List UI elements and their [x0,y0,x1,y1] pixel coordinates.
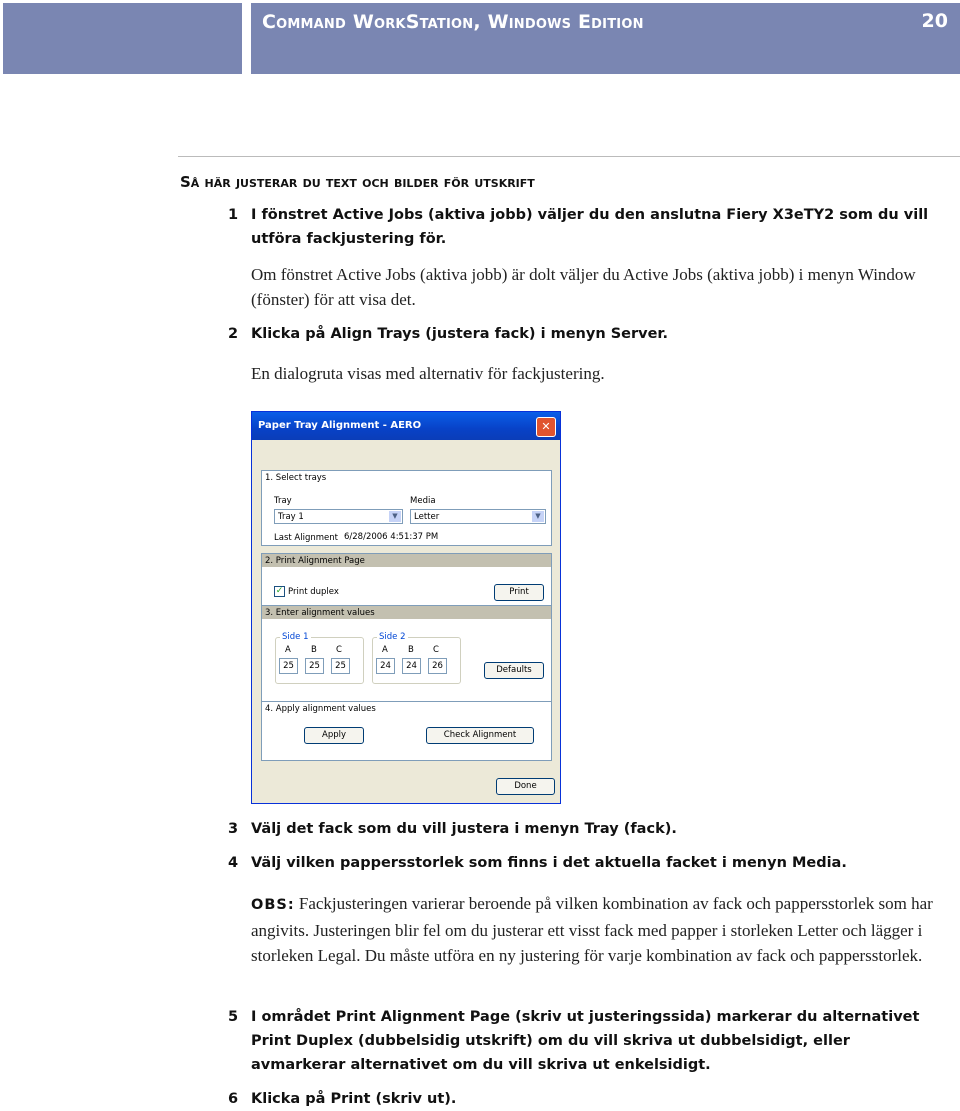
step-4 [228,851,948,875]
tray-select[interactable] [274,509,403,524]
defaults-button[interactable]: Defaults [484,662,544,679]
header-title: Command WorkStation, Windows Edition [262,11,644,33]
paragraph-hidden-window: Om fönstret Active Jobs (aktiva jobb) är dolt väljer du Active Jobs (aktiva jobb) i menyn Window (fönster) för att visa det. [251,265,916,309]
step-5 [228,1005,948,1077]
step-number: 6 [228,1091,239,1107]
apply-button[interactable]: Apply [304,727,364,744]
header-left-block [3,3,242,74]
side-2-a-input[interactable]: 24 [376,658,395,674]
media-label: Media [410,496,436,506]
side-1-label: Side 1 [282,632,309,642]
section-label: 4. Apply alignment values [265,704,376,714]
step-text: Klicka på Print (skriv ut). [251,1091,457,1107]
select-trays-section [261,470,552,546]
side-2-b-input[interactable]: 24 [402,658,421,674]
col-a-label: A [285,645,291,655]
check-alignment-button[interactable]: Check Alignment [426,727,534,744]
col-c-label: C [433,645,439,655]
section-label: 3. Enter alignment values [265,608,375,618]
close-icon[interactable]: ✕ [536,417,556,437]
step-3 [228,817,948,841]
print-duplex-checkbox[interactable]: ✓ [275,586,284,596]
side-2-label: Side 2 [379,632,406,642]
done-button[interactable]: Done [496,778,555,795]
section-label: 2. Print Alignment Page [265,556,365,566]
step-text: Välj vilken pappersstorlek som finns i det aktuella facket i menyn Media. [251,855,847,871]
side-1-c-input[interactable]: 25 [331,658,350,674]
media-value: Letter [414,512,440,522]
col-b-label: B [408,645,414,655]
side-1-a-input[interactable]: 25 [279,658,298,674]
section-label: 1. Select trays [265,473,327,483]
tray-label: Tray [274,496,292,506]
alignment-values-section [261,605,552,702]
step-1 [228,203,948,251]
step-number: 1 [228,207,239,223]
chevron-down-icon: ▼ [389,511,401,522]
section-title: Så här justerar du text och bilder för utskrift [180,173,535,191]
step-text: Välj det fack som du vill justera i menyn Tray (fack). [251,821,677,837]
step-number: 4 [228,855,239,871]
print-duplex-label: Print duplex [288,587,339,597]
dialog-title-bar [252,412,560,440]
col-a-label: A [382,645,388,655]
apply-alignment-section [261,701,552,761]
note-paragraph [251,891,951,968]
last-alignment-value: 6/28/2006 4:51:37 PM [344,532,439,542]
page-number: 20 [921,10,948,32]
note-label: OBS: [251,897,295,913]
paragraph-dialog-shown: En dialogruta visas med alternativ för fackjustering. [251,364,605,383]
step-text: Klicka på Align Trays (justera fack) i menyn Server. [251,326,669,342]
print-alignment-section [261,553,552,608]
step-text: I området Print Alignment Page (skriv ut justeringssida) markerar du alternativet Print Duplex (dubbelsidig utskrift) om du vill skriva ut dubbelsidigt, eller avmarkerar alternativet om du vill skriva ut enkelsidigt. [251,1009,920,1073]
side-2-c-input[interactable]: 26 [428,658,447,674]
section-rule [178,156,960,157]
side-1-b-input[interactable]: 25 [305,658,324,674]
chevron-down-icon: ▼ [532,511,544,522]
side-1-group [275,632,364,684]
note-text: Fackjusteringen varierar beroende på vilken kombination av fack och pappersstorlek som har angivits. Justeringen blir fel om du justerar ett visst fack med papper i storleken Letter och lägger i storleken Legal. Du måste utföra en ny justering för varje kombination av fack och pappersstorlek. [251,894,933,965]
tray-value: Tray 1 [278,512,304,522]
step-text: I fönstret Active Jobs (aktiva jobb) väljer du den anslutna Fiery X3eTY2 som du vill utföra fackjustering för. [251,207,929,247]
media-select[interactable] [410,509,546,524]
dialog-title: Paper Tray Alignment - AERO [258,420,422,431]
side-2-group [372,632,461,684]
last-alignment-label: Last Alignment [274,533,338,543]
paper-tray-alignment-dialog [251,411,561,804]
print-button[interactable]: Print [494,584,544,601]
col-b-label: B [311,645,317,655]
step-number: 3 [228,821,239,837]
step-number: 2 [228,326,239,342]
step-6 [228,1087,948,1111]
step-number: 5 [228,1009,239,1025]
step-2 [228,322,948,346]
col-c-label: C [336,645,342,655]
